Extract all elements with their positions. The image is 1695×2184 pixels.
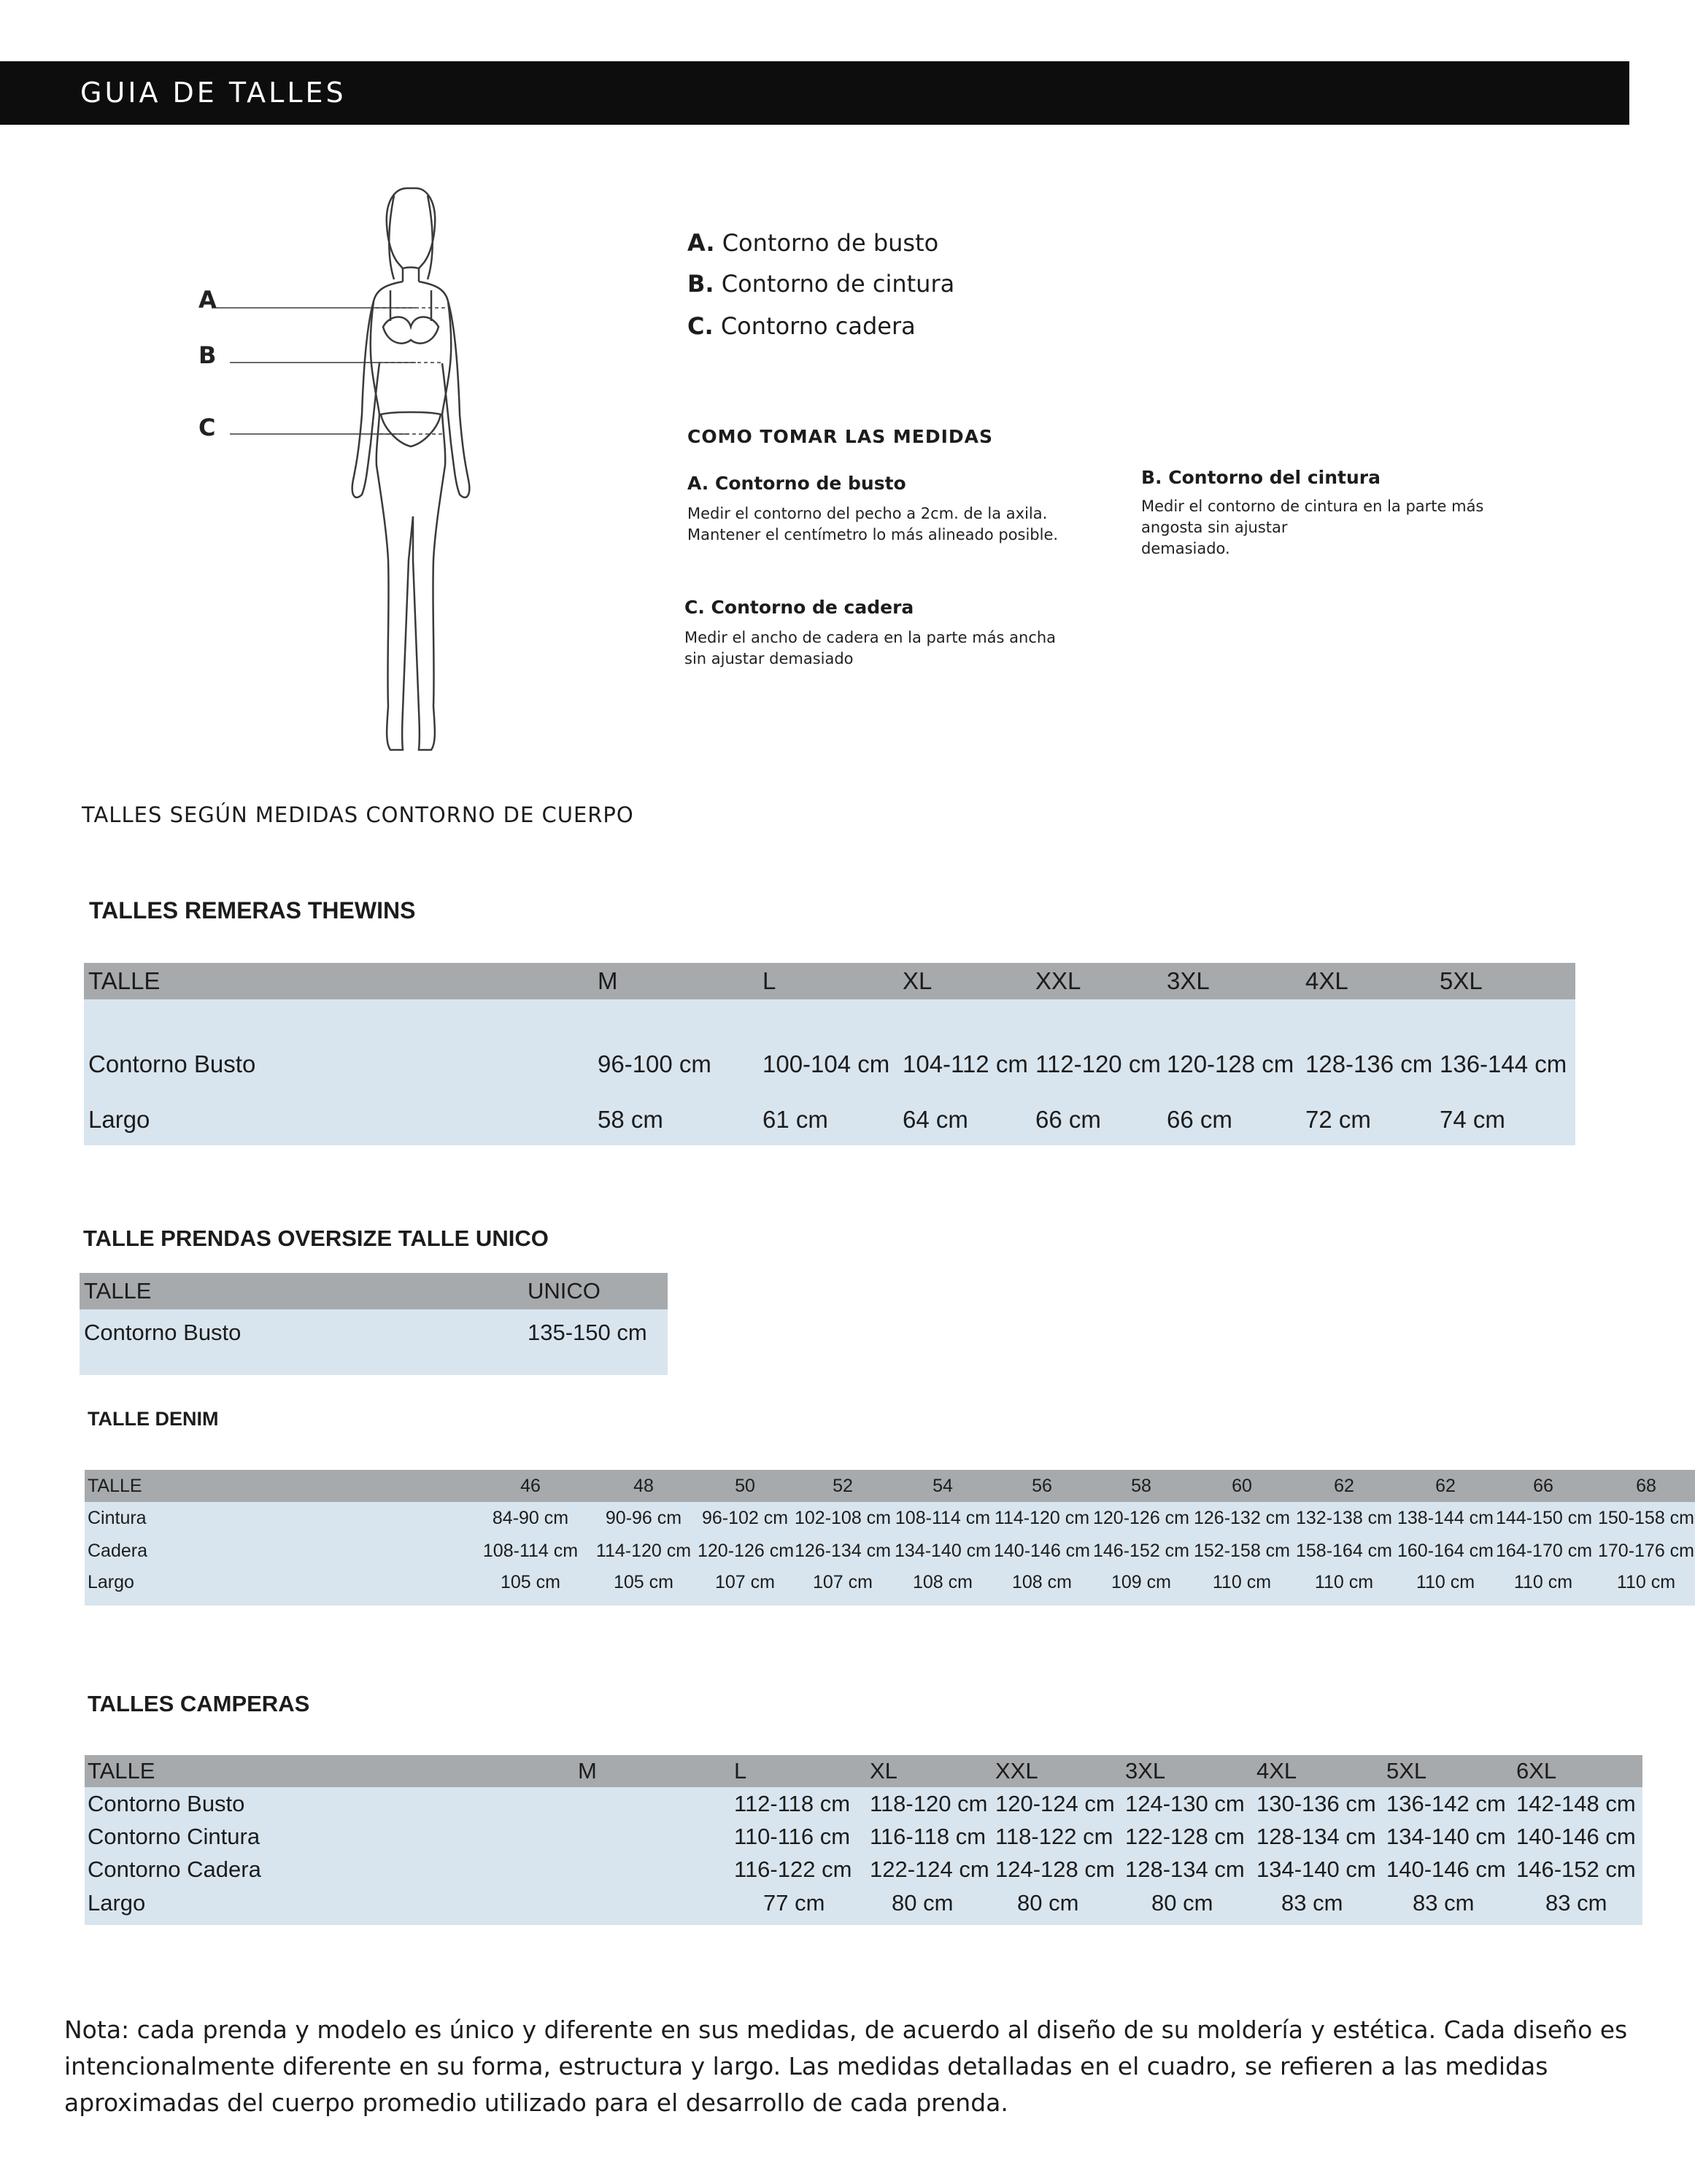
- table-cell: 110 cm: [1616, 1572, 1676, 1592]
- howto-c-title: C. Contorno de cadera: [684, 597, 914, 618]
- table-cell: 140-146 cm: [1386, 1856, 1506, 1882]
- table-cell: 110 cm: [1513, 1572, 1573, 1592]
- row-label: Cintura: [88, 1508, 147, 1528]
- header-cell: M: [578, 1758, 597, 1784]
- denim-title: TALLE DENIM: [88, 1408, 219, 1430]
- table-cell: 164-170 cm: [1496, 1541, 1593, 1561]
- table-cell: 108 cm: [913, 1572, 973, 1592]
- table-cell: 80 cm: [892, 1890, 954, 1916]
- oversize-title: TALLE PRENDAS OVERSIZE TALLE UNICO: [83, 1225, 549, 1251]
- header-cell: XL: [870, 1758, 897, 1784]
- remeras-table: [84, 963, 1575, 1145]
- table-cell: 83 cm: [1281, 1890, 1343, 1916]
- table-cell: 134-140 cm: [1256, 1856, 1376, 1882]
- remeras-title: TALLES REMERAS THEWINS: [89, 897, 416, 923]
- legend-text: Contorno cadera: [720, 312, 916, 340]
- table-row: [84, 1094, 1575, 1145]
- header-cell: 60: [1232, 1475, 1252, 1496]
- table-cell: 114-120 cm: [595, 1541, 692, 1561]
- table-row: [85, 1502, 1695, 1535]
- denim-table: [85, 1470, 1695, 1606]
- table-cell: 84-90 cm: [492, 1508, 569, 1528]
- row-label: Contorno Cintura: [88, 1823, 260, 1849]
- table-cell: 83 cm: [1545, 1890, 1607, 1916]
- table-cell: 90-96 cm: [605, 1508, 682, 1528]
- howto-a-title: A. Contorno de busto: [687, 473, 906, 494]
- table-cell: 100-104 cm: [762, 1050, 890, 1077]
- header-cell: L: [734, 1758, 747, 1784]
- table-cell: 80 cm: [1017, 1890, 1079, 1916]
- header-cell: TALLE: [88, 1475, 142, 1496]
- table-cell: 134-140 cm: [894, 1541, 992, 1561]
- header-cell: UNICO: [528, 1278, 601, 1304]
- header-cell: 46: [520, 1475, 541, 1496]
- howto-title: COMO TOMAR LAS MEDIDAS: [687, 426, 994, 447]
- table-cell: 126-132 cm: [1193, 1508, 1291, 1528]
- row-label: Largo: [88, 1106, 150, 1133]
- footnote: Nota: cada prenda y modelo es único y diferente en sus medidas, de acuerdo al diseño de su moldería y estética. Cada diseño es intencionalmente diferente en su forma, estructura y largo. Las medidas detalladas en el cuadro, se refieren a las medidas aproximadas del cuerpo promedio utilizado para el desarrollo de cada prenda.: [64, 2015, 1628, 2117]
- table-cell: 140-146 cm: [1516, 1823, 1636, 1849]
- table-header-row: [80, 1273, 668, 1309]
- header-cell: 5XL: [1386, 1758, 1427, 1784]
- header-cell: 4XL: [1305, 967, 1348, 994]
- legend-key: B.: [687, 270, 714, 298]
- header-cell: XXL: [1035, 967, 1081, 994]
- header-cell: 54: [933, 1475, 953, 1496]
- size-caption: TALLES SEGÚN MEDIDAS CONTORNO DE CUERPO: [82, 802, 634, 827]
- table-cell: 146-152 cm: [1516, 1856, 1636, 1882]
- header-cell: 3XL: [1125, 1758, 1166, 1784]
- oversize-table: [80, 1273, 668, 1375]
- row-label: Contorno Busto: [84, 1320, 242, 1345]
- legend-text: Contorno de cintura: [721, 270, 955, 298]
- header-cell: TALLE: [88, 1758, 155, 1784]
- header-cell: 56: [1032, 1475, 1052, 1496]
- row-label: Contorno Cadera: [88, 1856, 261, 1882]
- table-cell: 96-100 cm: [598, 1050, 711, 1077]
- table-row: [85, 1535, 1695, 1568]
- table-cell: 112-118 cm: [734, 1790, 851, 1816]
- table-cell: 66 cm: [1167, 1106, 1232, 1133]
- page-title: GUIA DE TALLES: [80, 77, 347, 109]
- header-cell: L: [762, 967, 776, 994]
- table-cell: 132-138 cm: [1295, 1508, 1393, 1528]
- table-cell: 120-126 cm: [698, 1541, 795, 1561]
- legend-item-b: [687, 270, 954, 298]
- table-cell: 160-164 cm: [1397, 1541, 1494, 1561]
- table-cell: 120-126 cm: [1092, 1508, 1190, 1528]
- header-cell: XL: [903, 967, 933, 994]
- table-cell: 134-140 cm: [1386, 1823, 1506, 1849]
- table-row: [85, 1787, 1642, 1820]
- table-cell: 107 cm: [813, 1572, 873, 1592]
- table-row: [85, 1820, 1642, 1853]
- header-cell: 62: [1435, 1475, 1456, 1496]
- table-cell: 74 cm: [1440, 1106, 1505, 1133]
- table-cell: 118-120 cm: [870, 1790, 988, 1816]
- table-cell: 110 cm: [1416, 1572, 1475, 1592]
- howto-b-title: B. Contorno del cintura: [1141, 467, 1381, 488]
- table-cell: [578, 1787, 734, 1820]
- row-label: Contorno Busto: [88, 1790, 245, 1816]
- table-cell: 135-150 cm: [528, 1320, 647, 1345]
- figure-letter-b: B: [198, 341, 217, 369]
- table-cell: 140-146 cm: [993, 1541, 1091, 1561]
- table-header-row: [85, 1470, 1695, 1502]
- table-cell: 72 cm: [1305, 1106, 1371, 1133]
- table-cell: 108 cm: [1012, 1572, 1072, 1592]
- table-cell: 108-114 cm: [482, 1541, 579, 1561]
- table-cell: 66 cm: [1035, 1106, 1101, 1133]
- table-row: [80, 1309, 668, 1375]
- howto-b-text: Medir el contorno de cintura en la parte más angosta sin ajustar demasiado.: [1141, 497, 1484, 557]
- legend-text: Contorno de busto: [722, 229, 939, 257]
- table-cell: 109 cm: [1111, 1572, 1171, 1592]
- table-cell: 150-158 cm: [1597, 1508, 1695, 1528]
- table-cell: 124-130 cm: [1125, 1790, 1245, 1816]
- table-cell: 110 cm: [1212, 1572, 1272, 1592]
- table-cell: 170-176 cm: [1597, 1541, 1695, 1561]
- table-row: [85, 1886, 1642, 1925]
- table-cell: 158-164 cm: [1295, 1541, 1393, 1561]
- table-cell: 144-150 cm: [1496, 1508, 1593, 1528]
- table-cell: [578, 1853, 734, 1886]
- row-label: Largo: [88, 1572, 134, 1592]
- legend-item-a: [687, 229, 938, 257]
- figure-letter-a: A: [198, 286, 217, 314]
- table-cell: 126-134 cm: [794, 1541, 892, 1561]
- table-cell: 110 cm: [1314, 1572, 1374, 1592]
- table-cell: 105 cm: [614, 1572, 673, 1592]
- header-cell: 50: [735, 1475, 755, 1496]
- howto-a-text: Medir el contorno del pecho a 2cm. de la axila. Mantener el centímetro lo más alineado posible.: [687, 505, 1059, 543]
- table-cell: 118-122 cm: [995, 1823, 1113, 1849]
- header-cell: TALLE: [84, 1278, 152, 1304]
- header-cell: M: [598, 967, 618, 994]
- table-cell: 116-118 cm: [870, 1823, 987, 1849]
- table-header-row: [85, 1755, 1642, 1787]
- table-cell: 128-134 cm: [1256, 1823, 1376, 1849]
- table-cell: 128-134 cm: [1125, 1856, 1245, 1882]
- table-cell: [578, 1820, 734, 1853]
- header-cell: 62: [1334, 1475, 1354, 1496]
- table-cell: 120-128 cm: [1167, 1050, 1294, 1077]
- table-cell: 58 cm: [598, 1106, 663, 1133]
- table-cell: 61 cm: [762, 1106, 828, 1133]
- table-cell: 108-114 cm: [895, 1508, 991, 1528]
- row-label: Cadera: [88, 1541, 147, 1561]
- table-cell: 142-148 cm: [1516, 1790, 1636, 1816]
- header-cell: TALLE: [88, 967, 161, 994]
- table-cell: 120-124 cm: [995, 1790, 1115, 1816]
- header-cell: 6XL: [1516, 1758, 1557, 1784]
- header-cell: 4XL: [1256, 1758, 1297, 1784]
- legend-key: C.: [687, 312, 714, 340]
- table-cell: [578, 1886, 734, 1925]
- table-row: [85, 1568, 1695, 1606]
- header-cell: 66: [1533, 1475, 1553, 1496]
- table-cell: 107 cm: [715, 1572, 775, 1592]
- table-header-row: [84, 963, 1575, 999]
- table-cell: 128-136 cm: [1305, 1050, 1433, 1077]
- table-cell: 64 cm: [903, 1106, 968, 1133]
- table-cell: 102-108 cm: [794, 1508, 892, 1528]
- camperas-table: [85, 1755, 1642, 1925]
- table-cell: 116-122 cm: [734, 1856, 852, 1882]
- header-cell: 52: [833, 1475, 853, 1496]
- table-cell: 136-144 cm: [1440, 1050, 1567, 1077]
- legend-item-c: [687, 312, 916, 340]
- table-cell: 152-158 cm: [1193, 1541, 1291, 1561]
- howto-c-text: Medir el ancho de cadera en la parte más ancha sin ajustar demasiado: [684, 629, 1057, 667]
- table-cell: 83 cm: [1413, 1890, 1475, 1916]
- table-row: [84, 999, 1575, 1094]
- table-cell: 112-120 cm: [1035, 1050, 1161, 1077]
- table-cell: 80 cm: [1151, 1890, 1213, 1916]
- figure-letter-c: C: [198, 414, 216, 441]
- table-cell: 77 cm: [763, 1890, 825, 1916]
- table-cell: 96-102 cm: [701, 1508, 789, 1528]
- row-label: Contorno Busto: [88, 1050, 256, 1077]
- table-cell: 114-120 cm: [994, 1508, 1090, 1528]
- table-cell: 124-128 cm: [995, 1856, 1115, 1882]
- header-cell: 5XL: [1440, 967, 1483, 994]
- table-cell: 136-142 cm: [1386, 1790, 1506, 1816]
- table-cell: 138-144 cm: [1397, 1508, 1494, 1528]
- table-cell: 130-136 cm: [1256, 1790, 1376, 1816]
- header-cell: 3XL: [1167, 967, 1210, 994]
- legend-key: A.: [687, 229, 715, 257]
- header-cell: 58: [1131, 1475, 1151, 1496]
- header-cell: XXL: [995, 1758, 1038, 1784]
- table-cell: 122-128 cm: [1125, 1823, 1245, 1849]
- table-cell: 146-152 cm: [1092, 1541, 1190, 1561]
- table-cell: 122-124 cm: [870, 1856, 989, 1882]
- body-figure-illustration: [175, 152, 555, 772]
- table-cell: 104-112 cm: [903, 1050, 1028, 1077]
- header-cell: 68: [1636, 1475, 1656, 1496]
- camperas-title: TALLES CAMPERAS: [88, 1691, 310, 1716]
- row-label: Largo: [88, 1890, 146, 1916]
- table-cell: 110-116 cm: [734, 1823, 851, 1849]
- table-cell: 105 cm: [501, 1572, 560, 1592]
- header-cell: 48: [633, 1475, 654, 1496]
- table-row: [85, 1853, 1642, 1886]
